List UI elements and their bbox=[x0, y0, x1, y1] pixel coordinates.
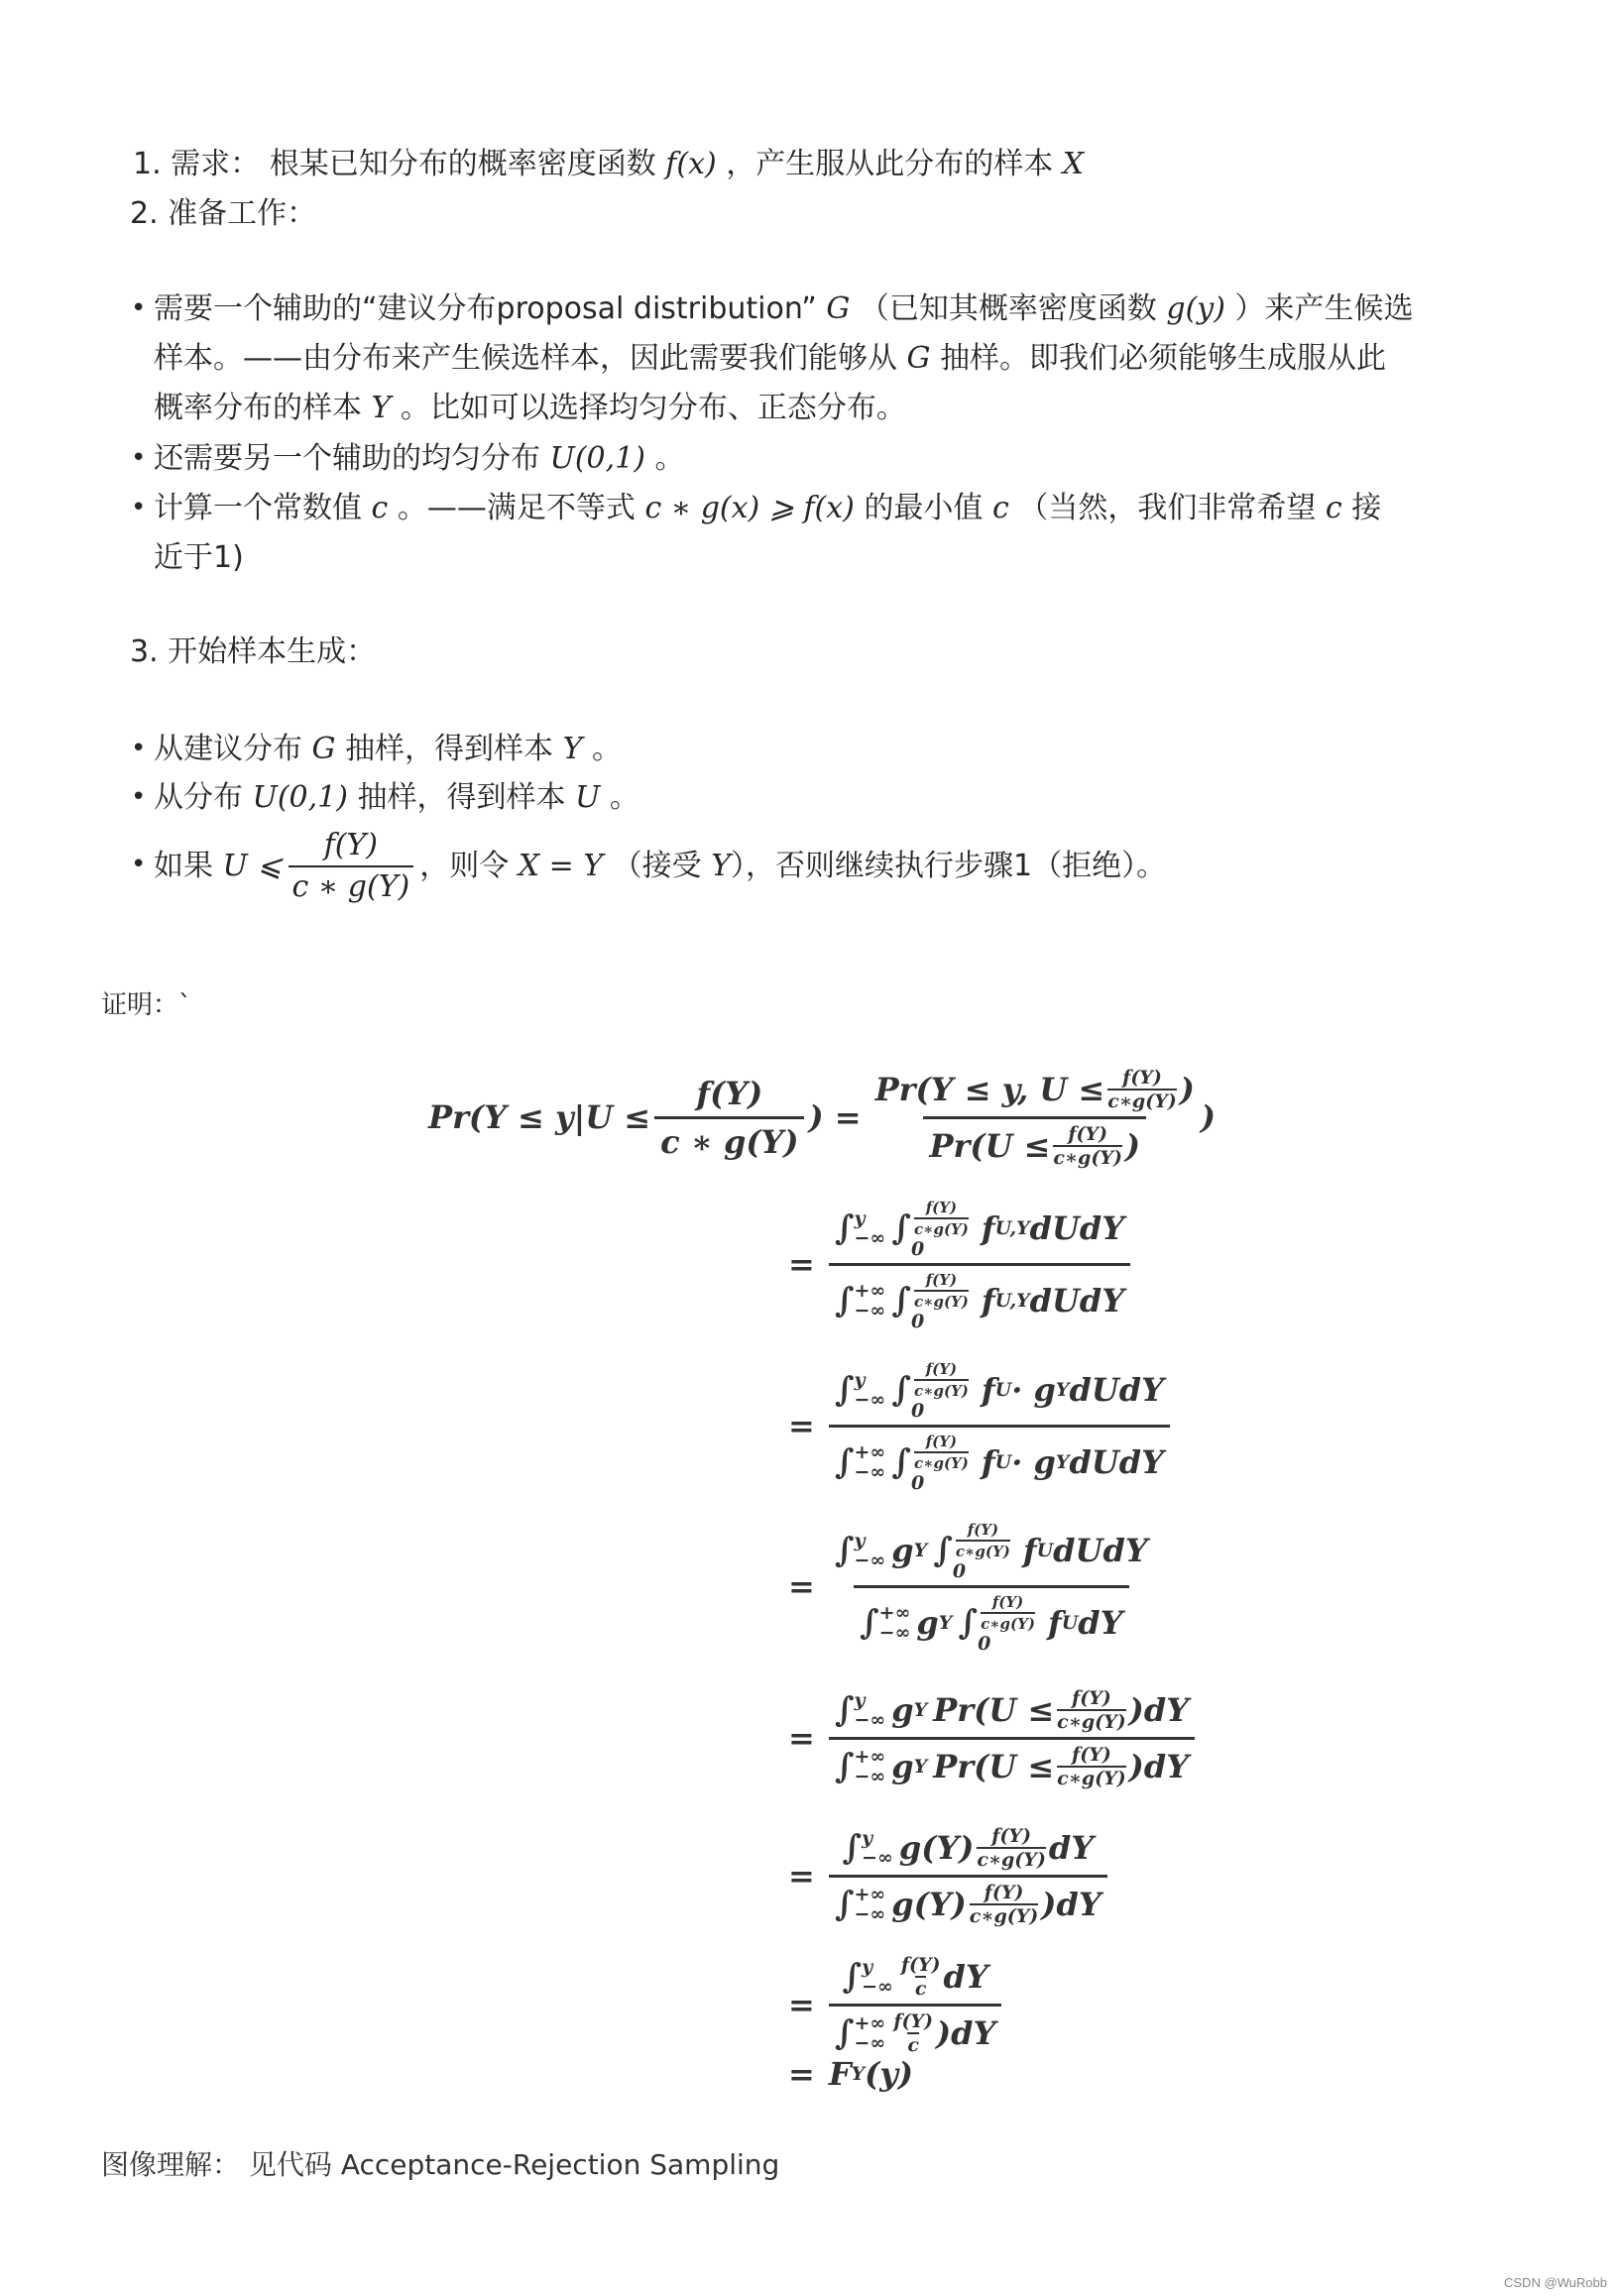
text: +∞ bbox=[854, 1745, 886, 1768]
text: c∗g(Y) bbox=[914, 1217, 969, 1239]
fraction-denominator bbox=[829, 1875, 1107, 1927]
image-note bbox=[101, 2147, 779, 2183]
step-text: ，产生服从此分布的样本 bbox=[726, 147, 1054, 181]
equation-3 bbox=[788, 1346, 1170, 1505]
text: Y bbox=[1055, 1378, 1070, 1401]
text: Y bbox=[1055, 1450, 1070, 1473]
text: g(Y) bbox=[898, 1828, 975, 1867]
text: f(Y) bbox=[1072, 1743, 1111, 1766]
integral-symbol: ∫ bbox=[859, 1602, 879, 1643]
small-fraction bbox=[970, 1882, 1039, 1927]
text: −∞ bbox=[862, 1975, 893, 1998]
text: 从分布 bbox=[154, 780, 243, 815]
text: 0 bbox=[910, 1471, 925, 1494]
math-c: c bbox=[991, 491, 1009, 525]
fraction-denominator bbox=[829, 1737, 1195, 1789]
text: c∗g(Y) bbox=[956, 1540, 1010, 1561]
text: y bbox=[854, 1368, 866, 1391]
prep-bullet-3-line-2 bbox=[154, 540, 244, 576]
integral-symbol: ∫ bbox=[958, 1602, 979, 1643]
text: dUdY bbox=[1053, 1531, 1148, 1569]
text: f(Y) bbox=[1072, 1686, 1111, 1709]
text: 。——满足不等式 bbox=[397, 491, 636, 525]
fraction-denominator bbox=[923, 1116, 1146, 1169]
equation-1 bbox=[428, 1063, 1216, 1172]
step-label: 准备工作： bbox=[168, 196, 317, 231]
text: g bbox=[916, 1603, 939, 1642]
equation-5 bbox=[788, 1667, 1195, 1808]
text: )dY bbox=[1128, 1747, 1190, 1785]
text: c∗g(Y) bbox=[969, 1904, 1039, 1927]
text: c bbox=[907, 2033, 919, 2056]
math-c: c bbox=[1325, 491, 1342, 525]
math-Y: Y bbox=[371, 391, 392, 425]
text: U bbox=[994, 1378, 1012, 1401]
text: g bbox=[891, 1531, 914, 1569]
text: +∞ bbox=[854, 1279, 886, 1302]
math-X-eq-Y: X = Y bbox=[518, 849, 604, 883]
eq-equals: = bbox=[788, 1719, 815, 1757]
eq-equals: = bbox=[788, 1857, 815, 1894]
integral-symbol: ∫ bbox=[842, 1827, 863, 1868]
text: 抽样。即我们必须能够生成服从此 bbox=[940, 341, 1387, 376]
text: y bbox=[854, 1206, 866, 1229]
math-Y: Y bbox=[711, 849, 732, 883]
text: −∞ bbox=[854, 1388, 886, 1411]
integral-symbol: ∫ bbox=[834, 1369, 855, 1410]
text: dUdY bbox=[1069, 1370, 1164, 1409]
fraction-denominator bbox=[829, 1263, 1130, 1331]
text: f(Y) bbox=[925, 1432, 958, 1450]
bullet-icon: • bbox=[131, 293, 147, 323]
step-2 bbox=[130, 196, 316, 232]
eq-lhs: Pr(Y ≤ y|U ≤ bbox=[428, 1098, 651, 1136]
bullet-icon: • bbox=[131, 734, 147, 763]
math-fraction bbox=[829, 1520, 1154, 1654]
text: c∗g(Y) bbox=[914, 1451, 969, 1473]
text: +∞ bbox=[854, 1883, 886, 1905]
math-G: G bbox=[906, 341, 931, 376]
text: (y) bbox=[865, 2055, 913, 2093]
eq-equals: ) = bbox=[808, 1098, 862, 1136]
text: −∞ bbox=[854, 1765, 886, 1787]
text: c∗g(Y) bbox=[1057, 1767, 1126, 1789]
fraction-numerator bbox=[829, 1687, 1195, 1737]
math-G: G bbox=[311, 732, 336, 766]
eq-equals: = bbox=[788, 1245, 815, 1283]
integral-symbol: ∫ bbox=[891, 1369, 911, 1410]
math-inequality: c ∗ g(x) ⩾ f(x) bbox=[644, 491, 855, 525]
text: y bbox=[862, 1955, 873, 1978]
prep-bullet-1-line-3 bbox=[154, 391, 906, 426]
math-fx: f(x) bbox=[665, 147, 717, 181]
text: c∗g(Y) bbox=[914, 1290, 969, 1312]
text: c bbox=[914, 1977, 927, 2000]
math-fraction bbox=[654, 1075, 804, 1161]
small-fraction bbox=[901, 1954, 941, 2000]
math-fraction bbox=[829, 1954, 1002, 2056]
text: 0 bbox=[910, 1399, 925, 1422]
math-G: G bbox=[826, 291, 851, 326]
math-U01: U(0,1) bbox=[252, 780, 348, 815]
text: 。 bbox=[609, 780, 639, 815]
text: 需要一个辅助的“建议分布proposal distribution” bbox=[154, 291, 817, 326]
text: 抽样，得到样本 bbox=[357, 780, 566, 815]
text: −∞ bbox=[854, 1549, 886, 1571]
text: −∞ bbox=[854, 1460, 886, 1483]
step-number: 2. bbox=[130, 196, 159, 231]
equation-2 bbox=[788, 1185, 1130, 1343]
math-fraction bbox=[289, 828, 414, 905]
text: · g bbox=[1011, 1442, 1056, 1481]
text: 抽样，得到样本 bbox=[345, 732, 554, 766]
text: −∞ bbox=[854, 2031, 886, 2054]
text: ），否则继续执行步骤1（拒绝）。 bbox=[731, 849, 1167, 883]
text: g bbox=[891, 1747, 914, 1785]
integral-symbol: ∫ bbox=[891, 1207, 911, 1248]
integral-symbol: ∫ bbox=[834, 1746, 855, 1786]
text: Y bbox=[913, 1755, 928, 1778]
text: 样本。——由分布来产生候选样本，因此需要我们能够从 bbox=[154, 341, 897, 376]
text: ) bbox=[1200, 1098, 1217, 1136]
equation-4 bbox=[788, 1507, 1154, 1665]
text: 如果 bbox=[154, 849, 213, 883]
text: f(Y) bbox=[967, 1520, 999, 1539]
step-number: 1. bbox=[133, 147, 162, 181]
integral-symbol: ∫ bbox=[891, 1280, 911, 1320]
text: dY bbox=[1078, 1603, 1123, 1642]
equation-7 bbox=[788, 1945, 1001, 2064]
bullet-icon: • bbox=[131, 443, 147, 473]
integral-symbol: ∫ bbox=[834, 1441, 855, 1482]
fraction-numerator bbox=[829, 1520, 1154, 1585]
proof-label-text: 证明：` bbox=[101, 990, 192, 1020]
text: Y bbox=[938, 1611, 953, 1634]
fraction-numerator bbox=[836, 1825, 1100, 1875]
text: 0 bbox=[910, 1237, 925, 1260]
small-fraction bbox=[1057, 1687, 1126, 1733]
text: dY bbox=[943, 1957, 988, 1996]
text: f bbox=[981, 1208, 995, 1247]
small-fraction bbox=[893, 2010, 933, 2056]
step-1 bbox=[133, 147, 1084, 182]
text: g(Y) bbox=[891, 1885, 967, 1923]
text: c∗g(Y) bbox=[1107, 1090, 1177, 1112]
eq-equals: = bbox=[788, 1407, 815, 1444]
text: Y bbox=[851, 2063, 866, 2085]
integral-symbol: ∫ bbox=[834, 2012, 855, 2053]
text: 。 bbox=[654, 441, 685, 476]
text: f(Y) bbox=[991, 1592, 1024, 1611]
text: c∗g(Y) bbox=[1057, 1710, 1126, 1733]
step-number: 3. bbox=[130, 634, 159, 669]
text: Pr(Y ≤ y, U ≤ bbox=[874, 1070, 1105, 1108]
math-U-leq: U ⩽ bbox=[222, 849, 283, 883]
fraction-numerator: f(Y) bbox=[323, 828, 379, 862]
math-fraction bbox=[829, 1198, 1130, 1331]
text: y bbox=[854, 1529, 866, 1551]
math-U01: U(0,1) bbox=[549, 441, 645, 476]
text: U bbox=[1036, 1539, 1054, 1561]
text: f(Y) bbox=[1122, 1066, 1162, 1089]
text: f bbox=[981, 1370, 995, 1409]
small-fraction bbox=[977, 1825, 1046, 1871]
math-fraction bbox=[829, 1687, 1195, 1789]
text: F bbox=[828, 2055, 852, 2093]
text: 还需要另一个辅助的均匀分布 bbox=[154, 441, 540, 476]
math-U: U bbox=[575, 780, 601, 815]
text: 0 bbox=[952, 1559, 967, 1582]
text: dUdY bbox=[1029, 1208, 1125, 1247]
fraction-numerator bbox=[829, 1198, 1130, 1263]
fraction-denominator: c ∗ g(Y) bbox=[289, 865, 414, 905]
text: （已知其概率密度函数 bbox=[859, 291, 1157, 326]
text: f(Y) bbox=[984, 1881, 1024, 1903]
small-fraction bbox=[1057, 1744, 1126, 1789]
integral-symbol: ∫ bbox=[891, 1441, 911, 1482]
fraction-numerator: f(Y) bbox=[696, 1074, 763, 1112]
text: U bbox=[1061, 1611, 1079, 1634]
math-X: X bbox=[1062, 147, 1085, 181]
integral-symbol: ∫ bbox=[834, 1530, 855, 1570]
text: )dY bbox=[1128, 1690, 1190, 1729]
step-label: 开始样本生成： bbox=[168, 634, 377, 669]
fraction-numerator bbox=[869, 1067, 1201, 1116]
text: c∗g(Y) bbox=[914, 1379, 969, 1401]
fraction-numerator bbox=[829, 1359, 1170, 1425]
text: f(Y) bbox=[925, 1359, 958, 1378]
gen-bullet-2 bbox=[154, 780, 639, 816]
text: · g bbox=[1011, 1370, 1056, 1409]
note-label: 图像理解： bbox=[101, 2148, 241, 2181]
text: f bbox=[1047, 1603, 1062, 1642]
text: dUdY bbox=[1029, 1281, 1125, 1320]
text: f(Y) bbox=[925, 1198, 958, 1216]
text: Y bbox=[913, 1539, 928, 1561]
text: （接受 bbox=[612, 849, 702, 883]
fraction-numerator bbox=[836, 1954, 993, 2004]
math-fraction bbox=[869, 1067, 1201, 1169]
text: dUdY bbox=[1069, 1442, 1164, 1481]
small-fraction bbox=[1053, 1123, 1122, 1169]
integral-symbol: ∫ bbox=[834, 1884, 855, 1924]
text: 。比如可以选择均匀分布、正态分布。 bbox=[400, 391, 906, 425]
text: +∞ bbox=[854, 2011, 886, 2034]
integral-symbol: ∫ bbox=[834, 1280, 855, 1320]
prep-bullet-3-line-1 bbox=[154, 491, 1381, 526]
text: 。 bbox=[591, 732, 622, 766]
bullet-icon: • bbox=[131, 493, 147, 522]
text: +∞ bbox=[854, 1440, 886, 1463]
text: U bbox=[994, 1450, 1012, 1473]
text: ) bbox=[1179, 1070, 1195, 1108]
gen-bullet-3 bbox=[154, 821, 1166, 912]
math-Y: Y bbox=[562, 732, 583, 766]
text: f bbox=[1022, 1531, 1037, 1569]
text: 近于1) bbox=[154, 540, 244, 575]
text: 接 bbox=[1351, 491, 1382, 525]
text: y bbox=[862, 1826, 873, 1849]
integral-symbol: ∫ bbox=[842, 1956, 863, 1997]
text: −∞ bbox=[862, 1846, 893, 1869]
text: 概率分布的样本 bbox=[154, 391, 362, 425]
text: )dY bbox=[1041, 1885, 1101, 1923]
math-fraction bbox=[829, 1359, 1170, 1493]
text: dY bbox=[1048, 1828, 1095, 1867]
text: c∗g(Y) bbox=[1053, 1146, 1122, 1169]
prep-bullet-2 bbox=[154, 441, 685, 477]
text: ) bbox=[1124, 1126, 1141, 1165]
text: 的最小值 bbox=[864, 491, 984, 525]
text: （当然，我们非常希望 bbox=[1018, 491, 1317, 525]
proof-label bbox=[101, 987, 191, 1023]
text: y bbox=[854, 1688, 866, 1711]
text: −∞ bbox=[854, 1708, 886, 1731]
text: Pr(U ≤ bbox=[929, 1126, 1051, 1165]
bullet-icon: • bbox=[131, 782, 147, 812]
text: ，则令 bbox=[419, 849, 510, 883]
fraction-denominator bbox=[829, 2004, 1002, 2056]
step-3 bbox=[130, 634, 376, 670]
math-fraction bbox=[829, 1825, 1107, 1927]
text: +∞ bbox=[878, 1601, 911, 1624]
text: 0 bbox=[978, 1632, 991, 1655]
prep-bullet-1-line-1 bbox=[154, 291, 1413, 327]
step-text: 根某已知分布的概率密度函数 bbox=[269, 147, 656, 181]
text: 0 bbox=[910, 1310, 925, 1332]
math-c: c bbox=[371, 491, 389, 525]
equation-6 bbox=[788, 1806, 1107, 1945]
text: Pr(U ≤ bbox=[933, 1690, 1055, 1729]
fraction-denominator bbox=[829, 1425, 1170, 1493]
text: f(Y) bbox=[893, 2009, 933, 2032]
text: f bbox=[981, 1442, 995, 1481]
step-label: 需求： bbox=[171, 147, 261, 181]
prep-bullet-1-line-2 bbox=[154, 341, 1386, 377]
text: Pr(U ≤ bbox=[933, 1747, 1055, 1785]
text: −∞ bbox=[854, 1299, 886, 1321]
text: 从建议分布 bbox=[154, 732, 302, 766]
text: c∗g(Y) bbox=[981, 1612, 1035, 1634]
text: c∗g(Y) bbox=[977, 1848, 1046, 1871]
text: −∞ bbox=[854, 1226, 886, 1249]
eq-equals: = bbox=[788, 1567, 815, 1605]
text: 计算一个常数值 bbox=[154, 491, 362, 525]
text: −∞ bbox=[878, 1621, 911, 1644]
text: f(Y) bbox=[1068, 1122, 1107, 1145]
text: Y bbox=[913, 1698, 928, 1721]
math-gy: g(y) bbox=[1166, 291, 1225, 326]
gen-bullet-1 bbox=[154, 732, 622, 767]
fraction-denominator: c ∗ g(Y) bbox=[654, 1116, 804, 1161]
integral-symbol: ∫ bbox=[834, 1689, 855, 1730]
equation-8 bbox=[788, 2054, 913, 2094]
eq-equals: = bbox=[788, 1986, 815, 2023]
text: f(Y) bbox=[925, 1270, 958, 1289]
text: f(Y) bbox=[991, 1824, 1031, 1847]
text: U,Y bbox=[994, 1216, 1030, 1239]
integral-symbol: ∫ bbox=[933, 1530, 953, 1570]
watermark: CSDN @WuRobb bbox=[1504, 2275, 1607, 2290]
fraction-denominator bbox=[854, 1585, 1129, 1654]
text: −∞ bbox=[854, 1902, 886, 1925]
text: f bbox=[981, 1281, 995, 1320]
text: g bbox=[891, 1690, 914, 1729]
text: f(Y) bbox=[900, 1953, 941, 1976]
eq-equals: = bbox=[788, 2055, 815, 2093]
note-text: 见代码 Acceptance-Rejection Sampling bbox=[248, 2148, 780, 2181]
text: )dY bbox=[935, 2013, 996, 2052]
integral-symbol: ∫ bbox=[834, 1207, 855, 1248]
small-fraction bbox=[1107, 1067, 1177, 1112]
text: U,Y bbox=[994, 1289, 1030, 1312]
bullet-icon: • bbox=[131, 850, 147, 879]
text: ）来产生候选 bbox=[1234, 291, 1414, 326]
